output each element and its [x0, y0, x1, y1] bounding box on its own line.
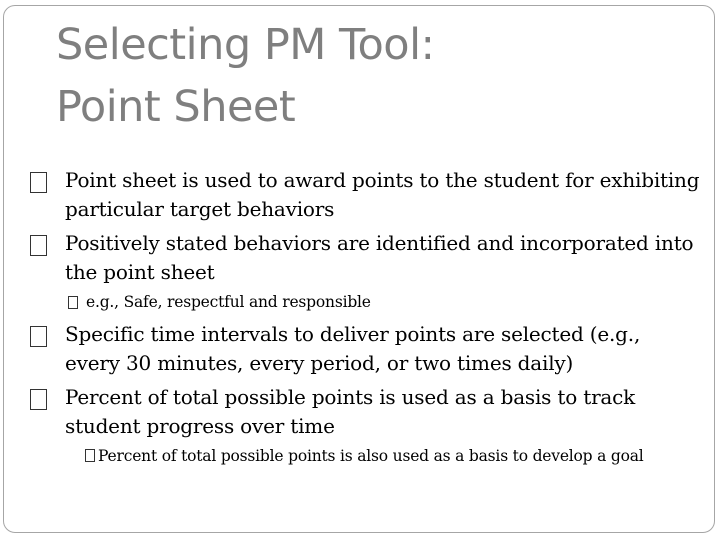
sub-bullet-text: Percent of total possible points is also used as a basis to develop a goal — [98, 447, 644, 465]
square-box-icon — [30, 389, 47, 410]
square-box-icon — [30, 326, 47, 347]
sub-bullet-text: e.g., Safe, respectful and responsible — [86, 293, 371, 311]
bullet-text: Specific time intervals to deliver points are selected (e.g., every 30 minutes, every period, or two times daily) — [65, 322, 641, 375]
square-box-icon — [30, 235, 47, 256]
sub-bullet-point-1 — [68, 292, 700, 312]
square-box-icon — [68, 296, 78, 309]
bullet-point-3 — [30, 320, 700, 378]
slide-title-line-2: Point Sheet — [56, 82, 296, 132]
slide-title-line-1: Selecting PM Tool: — [56, 20, 435, 70]
bullet-point-2 — [30, 229, 700, 287]
slide-title — [56, 14, 676, 138]
bullet-text: Point sheet is used to award points to the student for exhibiting particular target behaviors — [65, 168, 700, 221]
bullet-point-1 — [30, 166, 700, 224]
bullet-point-4 — [30, 383, 700, 441]
sub-bullet-point-2 — [85, 446, 700, 466]
bullet-text: Percent of total possible points is used as a basis to track student progress over time — [65, 385, 636, 438]
square-box-icon — [30, 172, 47, 193]
bullet-text: Positively stated behaviors are identified and incorporated into the point sheet — [65, 231, 694, 284]
square-box-icon — [85, 449, 95, 462]
slide-body — [30, 166, 700, 474]
